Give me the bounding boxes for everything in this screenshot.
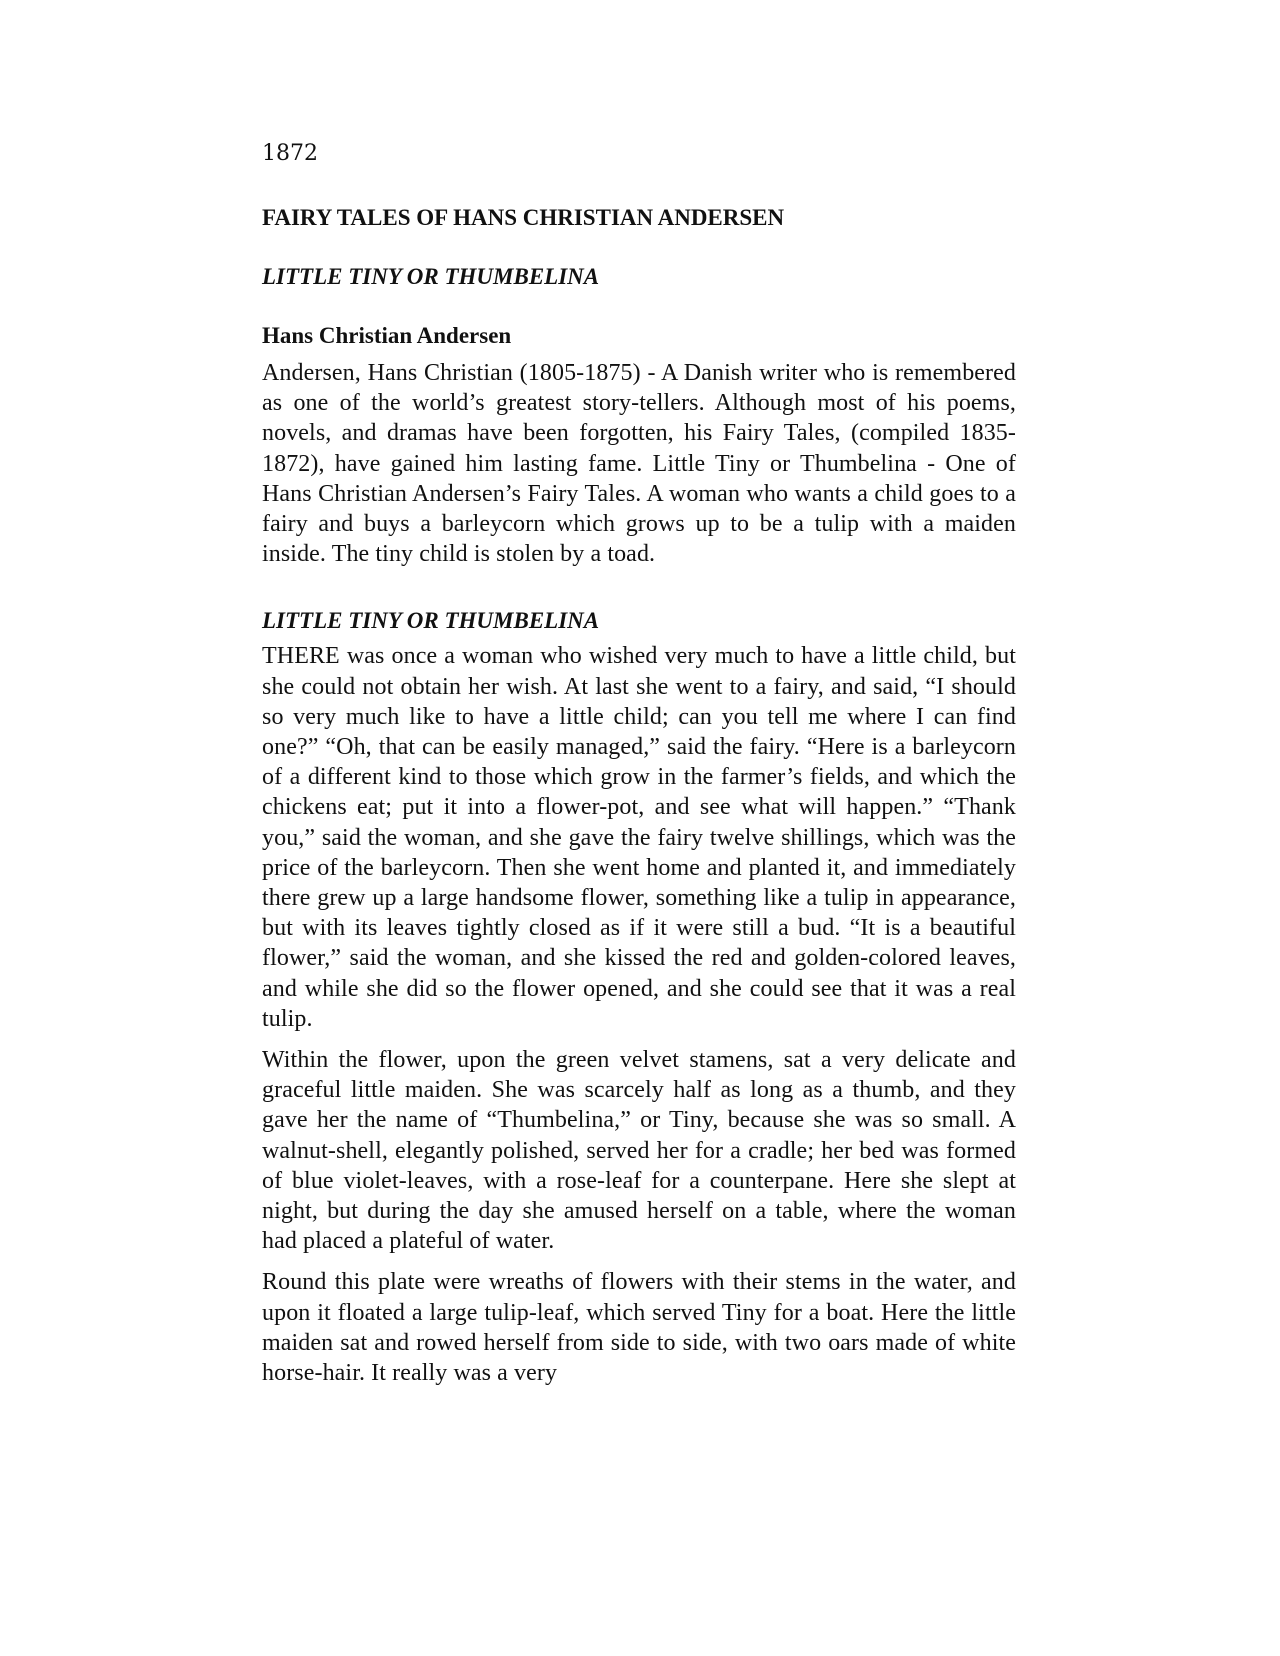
- story-paragraph-3: Round this plate were wreaths of flowers with their stems in the water, and upon it floated a large tulip-leaf, which served Tiny for a boat. Here the little maiden sat and rowed herself from side to side, with two oars made of white horse-hair. It really was a very: [262, 1269, 1016, 1387]
- story-title: LITTLE TINY OR THUMBELINA: [262, 264, 600, 289]
- document-page: [262, 140, 1016, 1399]
- book-title: FAIRY TALES OF HANS CHRISTIAN ANDERSEN: [262, 205, 785, 230]
- author-heading: Hans Christian Andersen: [262, 323, 512, 348]
- story-heading: LITTLE TINY OR THUMBELINA: [262, 608, 600, 634]
- story-paragraph-2: Within the flower, upon the green velvet stamens, sat a very delicate and graceful little maiden. She was scarcely half as long as a thumb, and they gave her the name of “Thumbelina,” or Tiny, because she was so small. A walnut-shell, elegantly polished, served her for a cradle; her bed was formed of blue violet-leaves, with a rose-leaf for a counterpane. Here she slept at night, but during the day she amused herself on a table, where the woman had placed a plateful of water.: [262, 1047, 1016, 1255]
- story-paragraph-1: THERE was once a woman who wished very much to have a little child, but she could not obtain her wish. At last she went to a fairy, and said, “I should so very much like to have a little child; can you tell me where I can find one?” “Oh, that can be easily managed,” said the fairy. “Here is a barleycorn of a different kind to those which grow in the farmer’s fields, and which the chickens eat; put it into a flower-pot, and see what will happen.” “Thank you,” said the woman, and she gave the fairy twelve shillings, which was the price of the barleycorn. Then she went home and planted it, and immediately there grew up a large handsome flower, something like a tulip in appearance, but with its leaves tightly closed as if it were still a bud. “It is a beautiful flower,” said the woman, and she kissed the red and golden-colored leaves, and while she did so the flower opened, and she could see that it was a real tulip.: [262, 643, 1016, 1032]
- publication-year: 1872: [262, 141, 318, 166]
- intro-paragraph: Andersen, Hans Christian (1805-1875) - A Danish writer who is remembered as one of the world’s greatest story-tellers. Although most of his poems, novels, and dramas have been forgotten, his Fairy Tales, (compiled 1835- 1872), have gained him lasting fame. Little Tiny or Thumbelina - One of Hans Christian Andersen’s Fairy Tales. A woman who wants a child goes to a fairy and buys a barleycorn which grows up to be a tulip with a maiden inside. The tiny child is stolen by a toad.: [262, 360, 1016, 568]
